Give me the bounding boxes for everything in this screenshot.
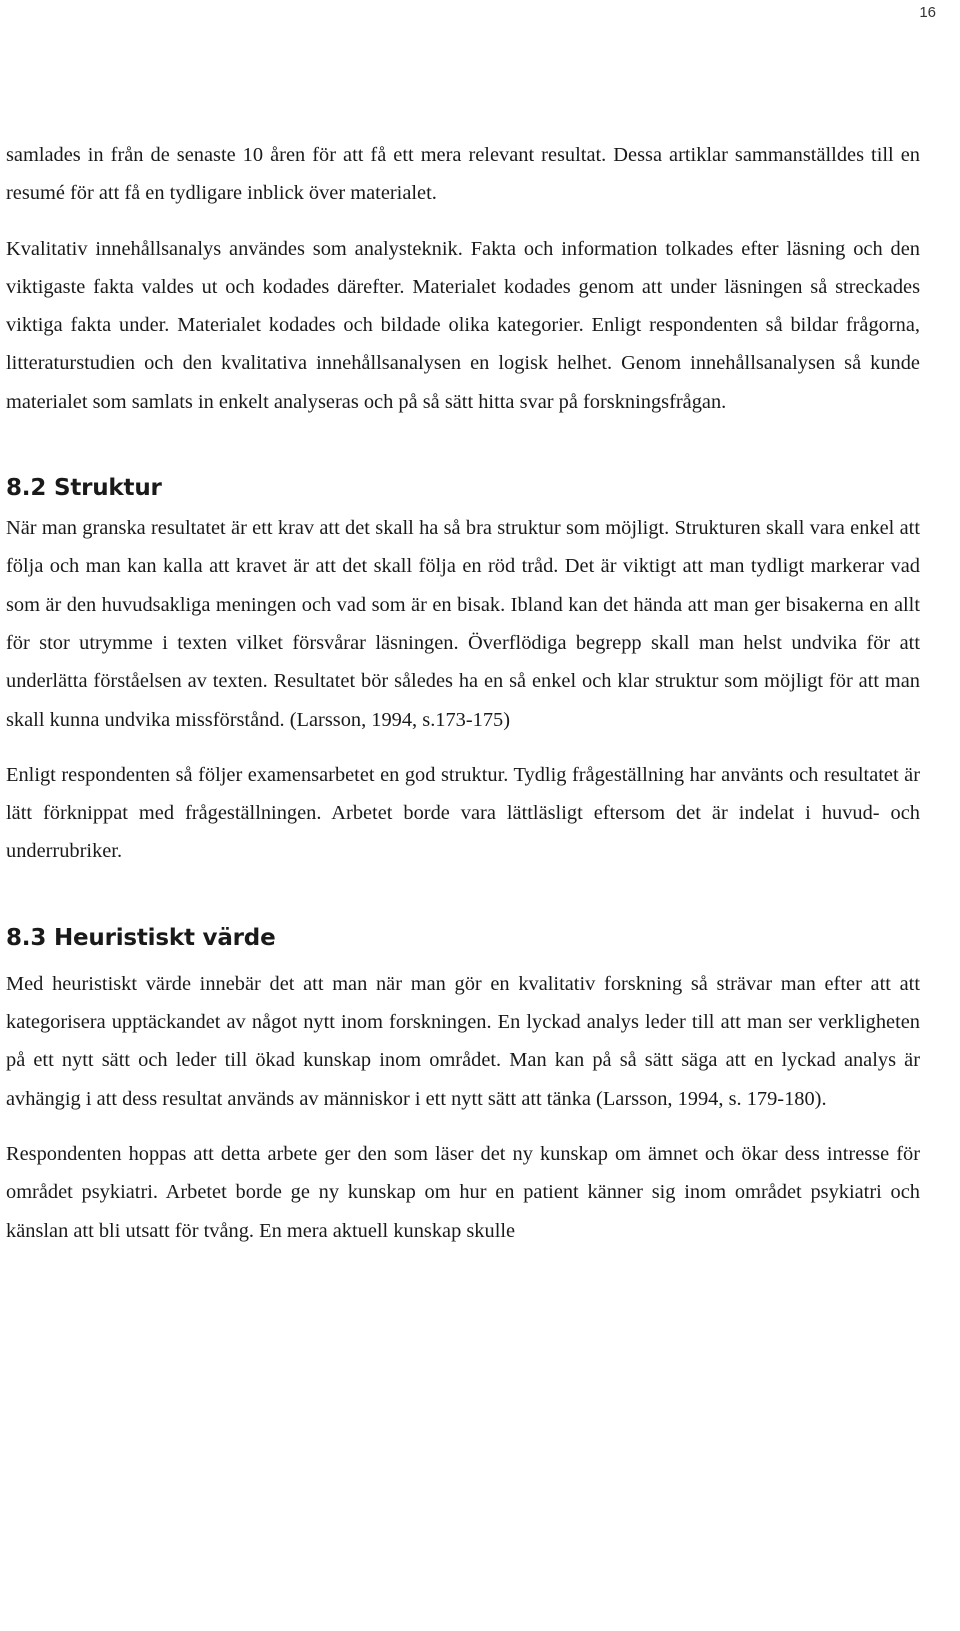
paragraph-material-collection: samlades in från de senaste 10 åren för att få ett mera relevant resultat. Dessa artiklar sammanställdes till en resumé för att få en tydligare inblick över materialet. [6, 144, 920, 205]
paragraph-heuristic-value: Med heuristiskt värde innebär det att man när man gör en kvalitativ forskning så strävar man efter att att kategorisera upptäckandet av något nytt inom forskningen. En lyckad analys leder till att man ser verkligheten på ett nytt sätt och leder till ökad kunskap inom området. Man kan på så sätt säga att en lyckad analys är avhängig i att dess resultat används av människor i ett nytt sätt att tänka (Larsson, 1994, s. 179-180). [6, 972, 920, 1110]
paragraph-structure-requirements: När man granska resultatet är ett krav att det skall ha så bra struktur som möjligt. Strukturen skall vara enkel att följa och man kan kalla att kravet är att det skall följa en röd tråd. Det är viktigt att man tydligt markerar vad som är den huvudsakliga meningen och vad som är en bisak. Ibland kan det hända att man ger bisakerna en allt för stor utrymme i texten vilket försvårar läsningen. Överflödiga begrepp skall man helst undvika för att underlätta förståelsen av texten. Resultatet bör således ha en så enkel och klar struktur som möjligt för att man skall kunna undvika missförstånd. (Larsson, 1994, s.173-175) [6, 517, 920, 731]
paragraph-heuristic-respondent: Respondenten hoppas att detta arbete ger den som läser det ny kunskap om ämnet och ökar dess intresse för området psykiatri. Arbetet borde ge ny kunskap om hur en patient känner sig inom området psykiatri och känslan att bli utsatt för tvång. En mera aktuell kunskap skulle [6, 1142, 920, 1242]
page-number: 16 [919, 4, 936, 21]
paragraph-content-analysis: Kvalitativ innehållsanalys användes som analysteknik. Fakta och information tolkades efter läsning och den viktigaste fakta valdes ut och kodades därefter. Materialet kodades genom att under läsningen så streckades viktiga fakta under. Materialet kodades och bildade olika kategorier. Enligt respondenten så bildar frågorna, litteraturstudien och den kvalitativa innehållsanalysen en logisk helhet. Genom innehållsanalysen så kunde materialet som samlats in enkelt analyseras och på så sätt hitta svar på forskningsfrågan. [6, 237, 920, 413]
paragraph-structure-respondent: Enligt respondenten så följer examensarbetet en god struktur. Tydlig frågeställning har använts och resultatet är lätt förknippat med frågeställningen. Arbetet borde vara lättläsligt eftersom det är indelat i huvud- och underrubriker. [6, 763, 920, 863]
document-body [6, 136, 920, 1250]
heading-struktur: 8.2 Struktur [6, 475, 162, 502]
heading-heuristiskt-varde: 8.3 Heuristiskt värde [6, 924, 276, 951]
